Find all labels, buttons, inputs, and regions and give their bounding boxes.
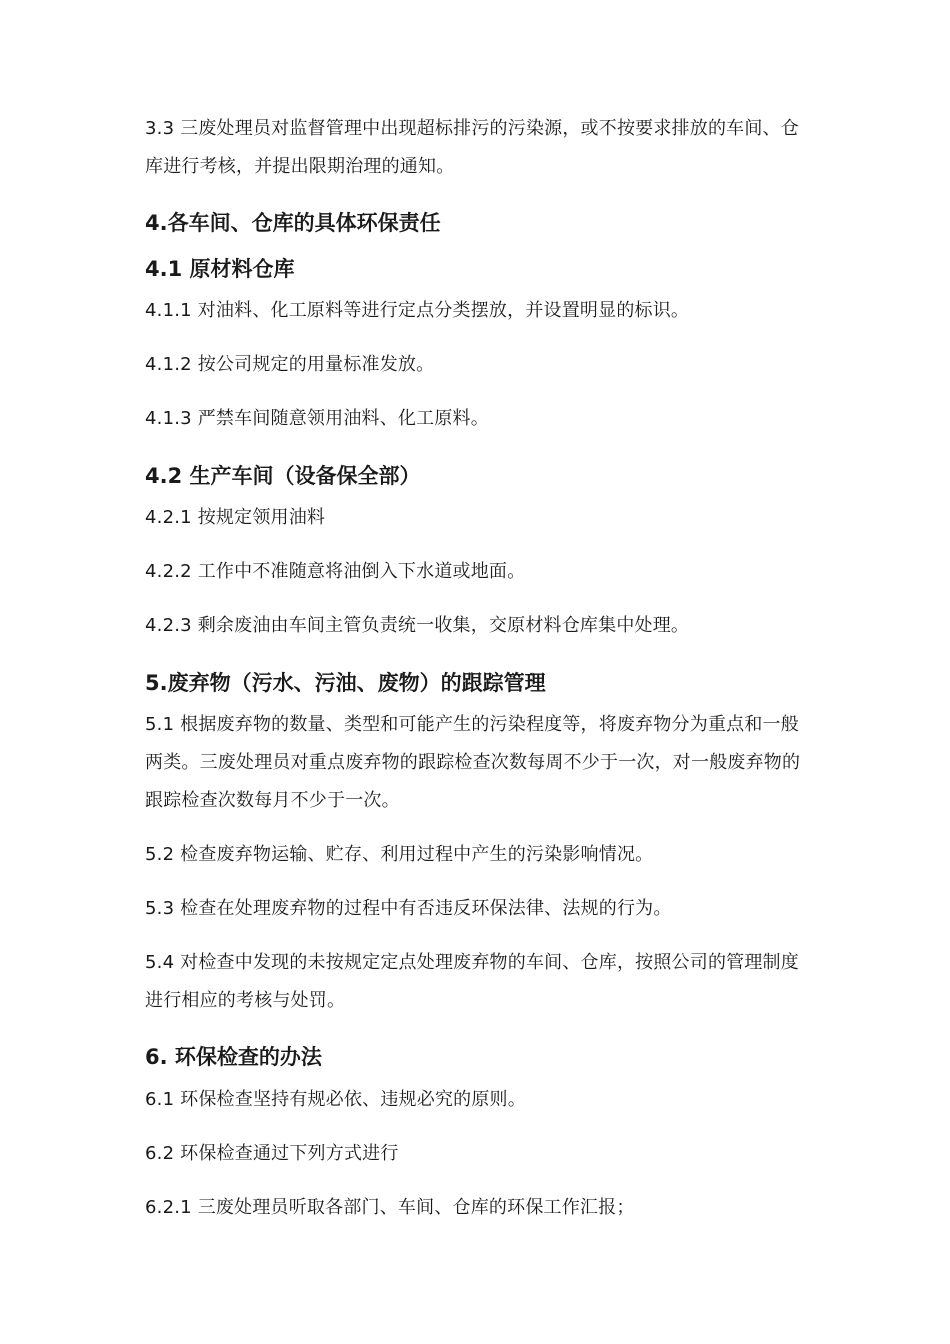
paragraph-3-3: 3.3 三废处理员对监督管理中出现超标排污的污染源，或不按要求排放的车间、仓库进行考核，并提出限期治理的通知。 [145, 118, 799, 177]
paragraph-5-3: 5.3 检查在处理废弃物的过程中有否违反环保法律、法规的行为。 [145, 898, 672, 919]
paragraph-6-2: 6.2 环保检查通过下列方式进行 [145, 1143, 399, 1164]
heading-section-5: 5.废弃物（污水、污油、废物）的跟踪管理 [145, 671, 546, 695]
paragraph-5-4: 5.4 对检查中发现的未按规定定点处理废弃物的车间、仓库，按照公司的管理制度进行相应的考核与处罚。 [145, 952, 799, 1011]
heading-section-4-1: 4.1 原材料仓库 [145, 257, 295, 281]
paragraph-4-2-3: 4.2.3 剩余废油由车间主管负责统一收集，交原材料仓库集中处理。 [145, 615, 690, 636]
paragraph-4-2-2: 4.2.2 工作中不准随意将油倒入下水道或地面。 [145, 561, 526, 582]
paragraph-4-1-2: 4.1.2 按公司规定的用量标准发放。 [145, 354, 435, 375]
heading-section-6: 6. 环保检查的办法 [145, 1045, 322, 1069]
paragraph-6-1: 6.1 环保检查坚持有规必依、违规必究的原则。 [145, 1089, 526, 1110]
paragraph-6-2-1: 6.2.1 三废处理员听取各部门、车间、仓库的环保工作汇报； [145, 1197, 635, 1218]
paragraph-4-1-1: 4.1.1 对油料、化工原料等进行定点分类摆放，并设置明显的标识。 [145, 300, 690, 321]
heading-section-4-2: 4.2 生产车间（设备保全部） [145, 464, 421, 488]
paragraph-4-2-1: 4.2.1 按规定领用油料 [145, 507, 326, 528]
paragraph-5-1: 5.1 根据废弃物的数量、类型和可能产生的污染程度等，将废弃物分为重点和一般两类。三废处理员对重点废弃物的跟踪检查次数每周不少于一次，对一般废弃物的跟踪检查次数每月不少于一次。 [145, 714, 801, 811]
paragraph-4-1-3: 4.1.3 严禁车间随意领用油料、化工原料。 [145, 408, 489, 429]
paragraph-5-2: 5.2 检查废弃物运输、贮存、利用过程中产生的污染影响情况。 [145, 844, 654, 865]
heading-section-4: 4.各车间、仓库的具体环保责任 [145, 211, 441, 235]
